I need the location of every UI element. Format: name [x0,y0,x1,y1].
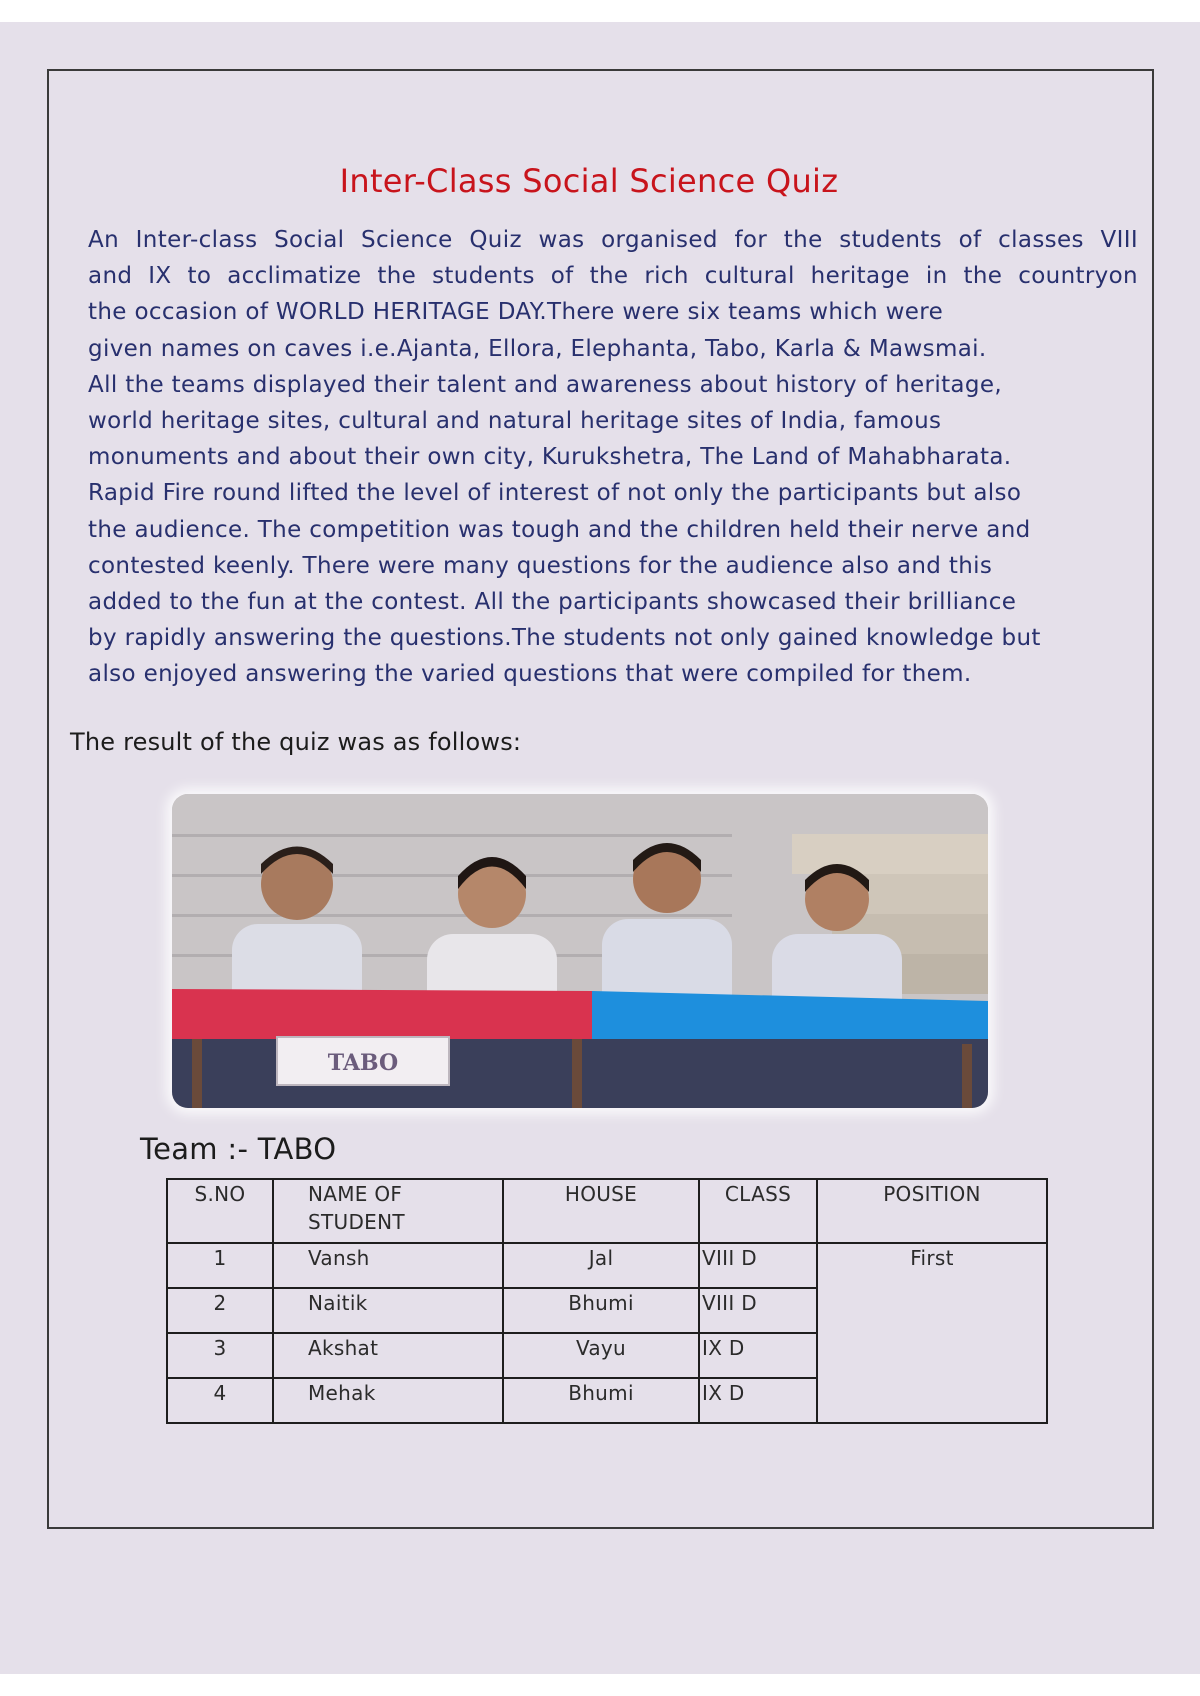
paragraph-line: Rapid Fire round lifted the level of interest of not only the participants but also [88,480,1022,507]
paragraph-line: also enjoyed answering the varied questions that were compiled for them. [88,661,972,688]
cell-sno: 1 [167,1243,273,1288]
result-intro: The result of the quiz was as follows: [70,728,522,756]
paragraph-line: All the teams displayed their talent and awareness about history of heritage, [88,371,1002,398]
paragraph-line: world heritage sites, cultural and natural heritage sites of India, famous [88,408,942,435]
cell-name: Naitik [273,1288,503,1333]
cell-class: VIII D [699,1243,817,1288]
paragraph-line: and IX to acclimatize the students of the rich cultural heritage in the countryon [88,263,1138,290]
cell-class: IX D [699,1333,817,1378]
paragraph-line: monuments and about their own city, Kurukshetra, The Land of Mahabharata. [88,444,1012,471]
paragraph-line: given names on caves i.e.Ajanta, Ellora, Elephanta, Tabo, Karla & Mawsmai. [88,335,987,362]
paragraph-line: the audience. The competition was tough and the children held their nerve and [88,516,1031,543]
team-photo [172,794,988,1108]
cell-name: Vansh [273,1243,503,1288]
team-photo-illustration [172,794,988,1108]
cell-class: IX D [699,1378,817,1423]
paragraph-line: added to the fun at the contest. All the participants showcased their brilliance [88,589,1017,616]
cell-class: VIII D [699,1288,817,1333]
cell-position: First [817,1243,1047,1423]
cell-house: Jal [503,1243,699,1288]
table-row [167,1243,1047,1288]
results-table [166,1178,1048,1424]
report-paragraph [88,222,1138,693]
header-position: POSITION [817,1179,1047,1243]
table-header-row [167,1179,1047,1243]
header-class: CLASS [699,1179,817,1243]
cell-name: Akshat [273,1333,503,1378]
team-sign-text: TABO [327,1050,399,1076]
cell-house: Bhumi [503,1288,699,1333]
cell-name: Mehak [273,1378,503,1423]
cell-sno: 2 [167,1288,273,1333]
page-title: Inter-Class Social Science Quiz [339,162,839,200]
paragraph-line: by rapidly answering the questions.The students not only gained knowledge but [88,625,1041,652]
cell-house: Bhumi [503,1378,699,1423]
header-house: HOUSE [503,1179,699,1243]
red-desk [172,989,592,1039]
team-heading: Team :- TABO [140,1132,337,1166]
cell-sno: 4 [167,1378,273,1423]
paragraph-line: An Inter-class Social Science Quiz was organised for the students of classes VIII [88,227,1138,253]
document-page [0,22,1200,1674]
paragraph-line: the occasion of WORLD HERITAGE DAY.There were six teams which were [88,299,944,326]
paragraph-line: contested keenly. There were many questions for the audience also and this [88,552,993,579]
header-sno: S.NO [167,1179,273,1243]
header-name: NAME OF STUDENT [273,1179,503,1243]
cell-sno: 3 [167,1333,273,1378]
cell-house: Vayu [503,1333,699,1378]
